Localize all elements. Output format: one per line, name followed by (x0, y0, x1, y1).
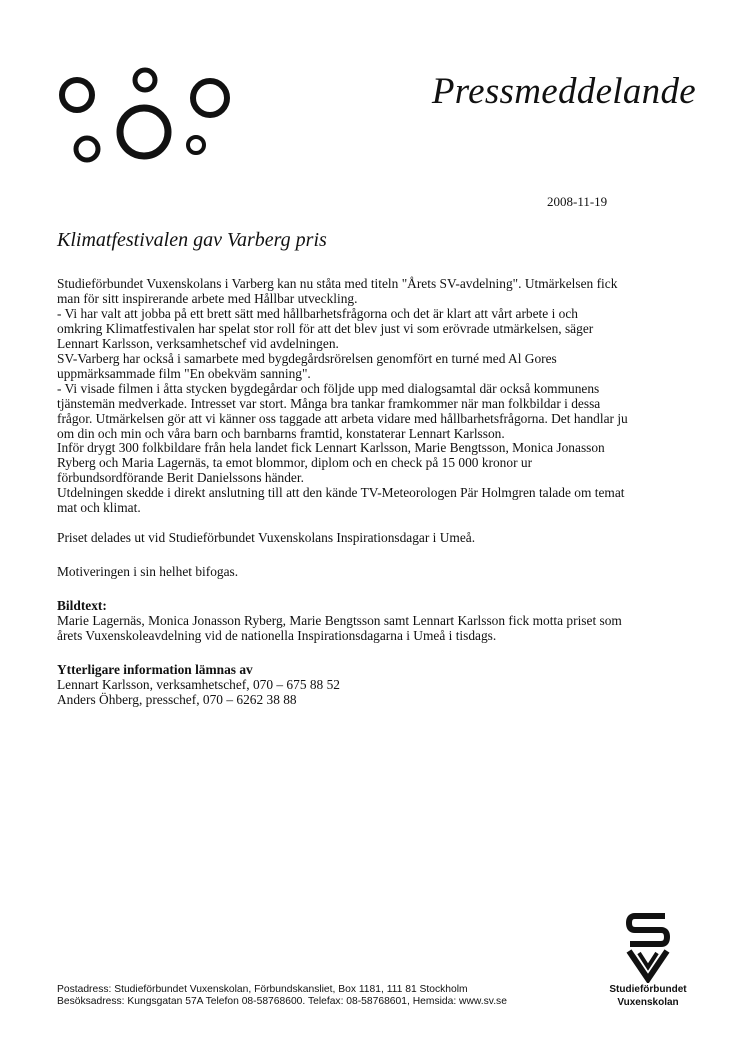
main-paragraph (57, 277, 709, 516)
body-line: Inför drygt 300 folkbildare från hela landet fick Lennart Karlsson, Marie Bengtsson, Monica Jonasson (57, 440, 605, 456)
visiting-address: Besöksadress: Kungsgatan 57A Telefon 08-58768600. Telefax: 08-58768601, Hemsida: www.sv.se (57, 996, 507, 1007)
press-date: 2008-11-19 (547, 194, 608, 209)
body-line: förbundsordförande Berit Danielssons händer. (57, 470, 304, 486)
caption-line: årets Vuxenskoleavdelning vid de nationella Inspirationsdagarna i Umeå i tisdags. (57, 628, 497, 644)
body-line: man för sitt inspirerande arbete med Hållbar utveckling. (57, 290, 358, 306)
page-title: Pressmeddelande (431, 71, 696, 112)
contact-line: Anders Öhberg, presschef, 070 – 6262 38 88 (57, 691, 297, 707)
info-heading: Ytterligare information lämnas av (57, 662, 253, 678)
sv-mark-icon (625, 911, 671, 983)
caption-heading: Bildtext: (57, 598, 107, 614)
body-line: tjänstemän medverkade. Intresset var stort. Många bra tankar framkommer när man folkbildar i dessa (57, 395, 601, 411)
body-line: omkring Klimatfestivalen har spelat stor roll för att det blev just vi som erövrade utmärkelsen, säger (57, 320, 594, 336)
body-line: Studieförbundet Vuxenskolans i Varberg kan nu ståta med titeln "Årets SV-avdelning". Utmärkelsen fick (57, 276, 618, 291)
paragraph-prize: Priset delades ut vid Studieförbundet Vuxenskolans Inspirationsdagar i Umeå. (57, 530, 476, 546)
brand-name-line1: Studieförbundet (609, 984, 687, 995)
body-line: SV-Varberg har också i samarbete med bygdegårdsrörelsen genomfört en turné med Al Gores (57, 350, 557, 366)
body-line: Lennart Karlsson, verksamhetschef vid avdelningen. (57, 335, 339, 351)
footer-address (57, 984, 507, 1008)
contact-line: Lennart Karlsson, verksamhetschef, 070 – 675 88 52 (57, 676, 340, 692)
brand-name-line2: Vuxenskolan (617, 996, 679, 1008)
caption-line: Marie Lagernäs, Monica Jonasson Ryberg, Marie Bengtsson samt Lennart Karlsson fick motta priset som (57, 613, 622, 629)
body-line: uppmärksammade film "En obekväm sanning". (57, 365, 311, 381)
body-line: om din och min och våra barn och barnbarns framtid, konstaterar Lennart Karlsson. (57, 425, 505, 441)
body-line: frågor. Utmärkelsen gör att vi känner oss taggade att arbeta vidare med hållbarhetsfrågorna. Det handlar ju (57, 410, 628, 426)
paragraph-motivation: Motiveringen i sin helhet bifogas. (57, 564, 239, 580)
headline: Klimatfestivalen gav Varberg pris (57, 229, 327, 251)
sv-logo (598, 911, 698, 1008)
body-line: Utdelningen skedde i direkt anslutning till att den kände TV-Meteorologen Pär Holmgren talade om temat (57, 485, 625, 501)
body-line: mat och klimat. (57, 500, 141, 516)
body-line: - Vi har valt att jobba på ett brett sätt med hållbarhetsfrågorna och det är klart att vårt arbete i och (57, 305, 578, 321)
circles-logo-icon (56, 66, 236, 172)
body-line: - Vi visade filmen i åtta stycken bygdegårdar och följde upp med dialogsamtal där också kommunens (57, 380, 600, 396)
body-line: Ryberg och Maria Lagernäs, ta emot blommor, diplom och en check på 15 000 kronor ur (57, 455, 533, 471)
press-body (57, 277, 709, 708)
postal-address: Postadress: Studieförbundet Vuxenskolan, Förbundskansliet, Box 1181, 111 81 Stockholm (57, 984, 468, 995)
